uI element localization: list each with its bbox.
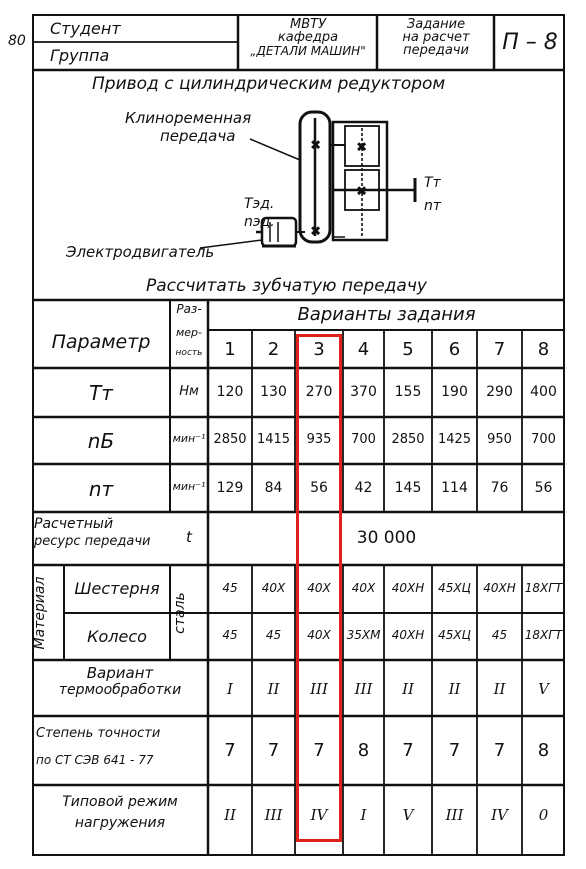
torque-value: 400	[530, 384, 557, 400]
scheme-title: Привод с цилиндрическим редуктором	[92, 74, 446, 94]
speed-t-value: 145	[394, 480, 422, 496]
load-param-2: нагружения	[74, 815, 166, 831]
gear-steel-value: 45	[222, 581, 238, 595]
motor-label: Электродвигатель	[66, 243, 215, 261]
gear-steel-value: 18ХГТ	[524, 581, 563, 595]
gear-steel-value: 45ХЦ	[438, 581, 471, 595]
accuracy-value: 7	[448, 740, 461, 761]
variant-number: 3	[313, 339, 325, 360]
svg-text:×: ×	[311, 224, 321, 237]
accuracy-param-1: Степень точности	[36, 726, 161, 741]
row-nb-unit: мин⁻¹	[172, 432, 206, 445]
org-line-3: „ДЕТАЛИ МАШИН"	[250, 44, 366, 58]
heat-param-2: термообработки	[58, 682, 182, 698]
group-label: Группа	[50, 46, 110, 65]
param-header: Параметр	[51, 331, 151, 353]
sheet-number: 80	[8, 33, 26, 49]
task-title: Рассчитать зубчатую передачу	[146, 276, 427, 296]
accuracy-value: 8	[537, 740, 550, 761]
speed-t-value: 56	[534, 480, 553, 496]
heat-param-1: Вариант	[86, 664, 154, 682]
motor-speed-label: nэд.	[244, 214, 275, 230]
variants-header: Варианты задания	[297, 304, 476, 325]
wheel-steel-value: 45ХЦ	[438, 628, 471, 642]
load-mode-value: II	[224, 806, 236, 824]
wheel-steel-value: 45	[265, 628, 282, 642]
speed-b-value: 950	[487, 432, 512, 447]
accuracy-value: 7	[313, 740, 325, 761]
wheel-steel-value: 40Х	[307, 628, 331, 642]
speed-b-value: 935	[306, 432, 332, 447]
wheel-steel-value: 18ХГТ	[524, 628, 563, 642]
row-torque-param: Тт	[89, 381, 113, 405]
row-nb-param: nБ	[87, 429, 115, 453]
steel-label: сталь	[172, 592, 188, 634]
resource-param-1: Расчетный	[34, 516, 114, 532]
load-mode-value: I	[360, 806, 367, 824]
speed-b-value: 700	[531, 432, 556, 447]
speed-b-value: 700	[351, 432, 376, 447]
gear-param: Шестерня	[74, 579, 160, 598]
heat-treatment-value: II	[448, 680, 461, 698]
load-mode-value: V	[402, 806, 414, 824]
resource-value: 30 000	[356, 528, 417, 548]
speed-t-value: 129	[216, 480, 244, 496]
speed-b-value: 2850	[213, 432, 247, 447]
heat-treatment-value: II	[402, 680, 414, 698]
resource-param-2: ресурс передачи	[34, 534, 151, 549]
speed-t-value: 76	[490, 480, 509, 496]
heat-treatment-value: III	[354, 680, 373, 698]
org-line-2: кафедра	[277, 30, 339, 45]
accuracy-value: 8	[357, 740, 370, 761]
speed-b-value: 2850	[391, 432, 425, 447]
wheel-param: Колесо	[87, 627, 147, 646]
torque-value: 120	[216, 384, 244, 400]
load-mode-value: III	[264, 806, 283, 824]
belt-label-1: Клиноременная	[125, 109, 252, 127]
svg-text:×: ×	[357, 184, 367, 197]
variant-3-highlight	[296, 334, 342, 842]
org-line-1: МВТУ	[290, 17, 326, 32]
output-torque-label: Тт	[424, 175, 441, 191]
heat-treatment-value: I	[227, 680, 233, 698]
load-mode-value: IV	[310, 806, 328, 824]
variant-number: 2	[267, 339, 280, 360]
gear-steel-value: 40ХН	[391, 581, 425, 595]
torque-value: 130	[260, 384, 287, 400]
torque-value: 155	[394, 384, 422, 400]
material-label: Материал	[32, 576, 48, 650]
wheel-steel-value: 45	[222, 628, 238, 642]
variant-number: 1	[224, 339, 236, 360]
speed-t-value: 84	[264, 480, 283, 496]
torque-value: 290	[486, 384, 513, 400]
resource-unit: t	[186, 528, 192, 546]
dim-header-1: Раз-	[176, 302, 202, 316]
speed-b-value: 1415	[256, 432, 291, 447]
load-param-1: Типовой режим	[62, 794, 178, 810]
dim-header-3: ность	[175, 348, 203, 358]
row-torque-unit: Нм	[179, 384, 199, 399]
sheet-code: П – 8	[502, 30, 558, 55]
accuracy-value: 7	[493, 740, 506, 761]
variant-number: 6	[448, 339, 461, 360]
load-mode-value: 0	[538, 806, 549, 824]
row-nt-unit: мин⁻¹	[172, 480, 206, 493]
heat-treatment-value: II	[493, 680, 506, 698]
svg-text:×: ×	[311, 138, 321, 151]
accuracy-value: 7	[402, 740, 414, 761]
belt-label-2: передача	[160, 127, 236, 145]
gear-steel-value: 40ХН	[483, 581, 516, 595]
gear-steel-value: 40Х	[351, 581, 376, 595]
load-mode-value: III	[445, 806, 464, 824]
row-nt-param: nт	[88, 477, 114, 501]
wheel-steel-value: 40ХН	[391, 628, 425, 642]
accuracy-param-2: по СТ СЭВ 641 - 77	[36, 753, 154, 767]
variant-number: 4	[357, 339, 370, 360]
speed-t-value: 42	[354, 480, 373, 496]
motor-torque-label: Тэд.	[244, 196, 275, 212]
wheel-steel-value: 45	[491, 628, 508, 642]
heat-treatment-value: V	[538, 680, 549, 698]
variant-number: 8	[537, 339, 550, 360]
dim-header-2: мер-	[175, 326, 203, 339]
heat-treatment-value: III	[310, 680, 328, 698]
torque-value: 270	[305, 384, 333, 400]
torque-value: 190	[441, 384, 468, 400]
speed-t-value: 56	[310, 480, 328, 496]
variant-number: 7	[493, 339, 506, 360]
torque-value: 370	[350, 384, 377, 400]
output-speed-label: nт	[424, 198, 442, 214]
wheel-steel-value: 35ХМ	[346, 628, 381, 642]
gear-steel-value: 40Х	[307, 581, 331, 595]
task-line-2: на расчет	[402, 30, 470, 45]
accuracy-value: 7	[267, 740, 280, 761]
student-label: Студент	[50, 19, 121, 38]
accuracy-value: 7	[224, 740, 236, 761]
load-mode-value: IV	[491, 806, 508, 824]
heat-treatment-value: II	[267, 680, 280, 698]
svg-text:×: ×	[357, 140, 367, 153]
variant-number: 5	[402, 339, 414, 360]
speed-t-value: 114	[441, 480, 468, 496]
task-line-3: передачи	[403, 43, 469, 58]
gear-steel-value: 40Х	[261, 581, 286, 595]
task-line-1: Задание	[406, 17, 466, 32]
speed-b-value: 1425	[437, 432, 472, 447]
